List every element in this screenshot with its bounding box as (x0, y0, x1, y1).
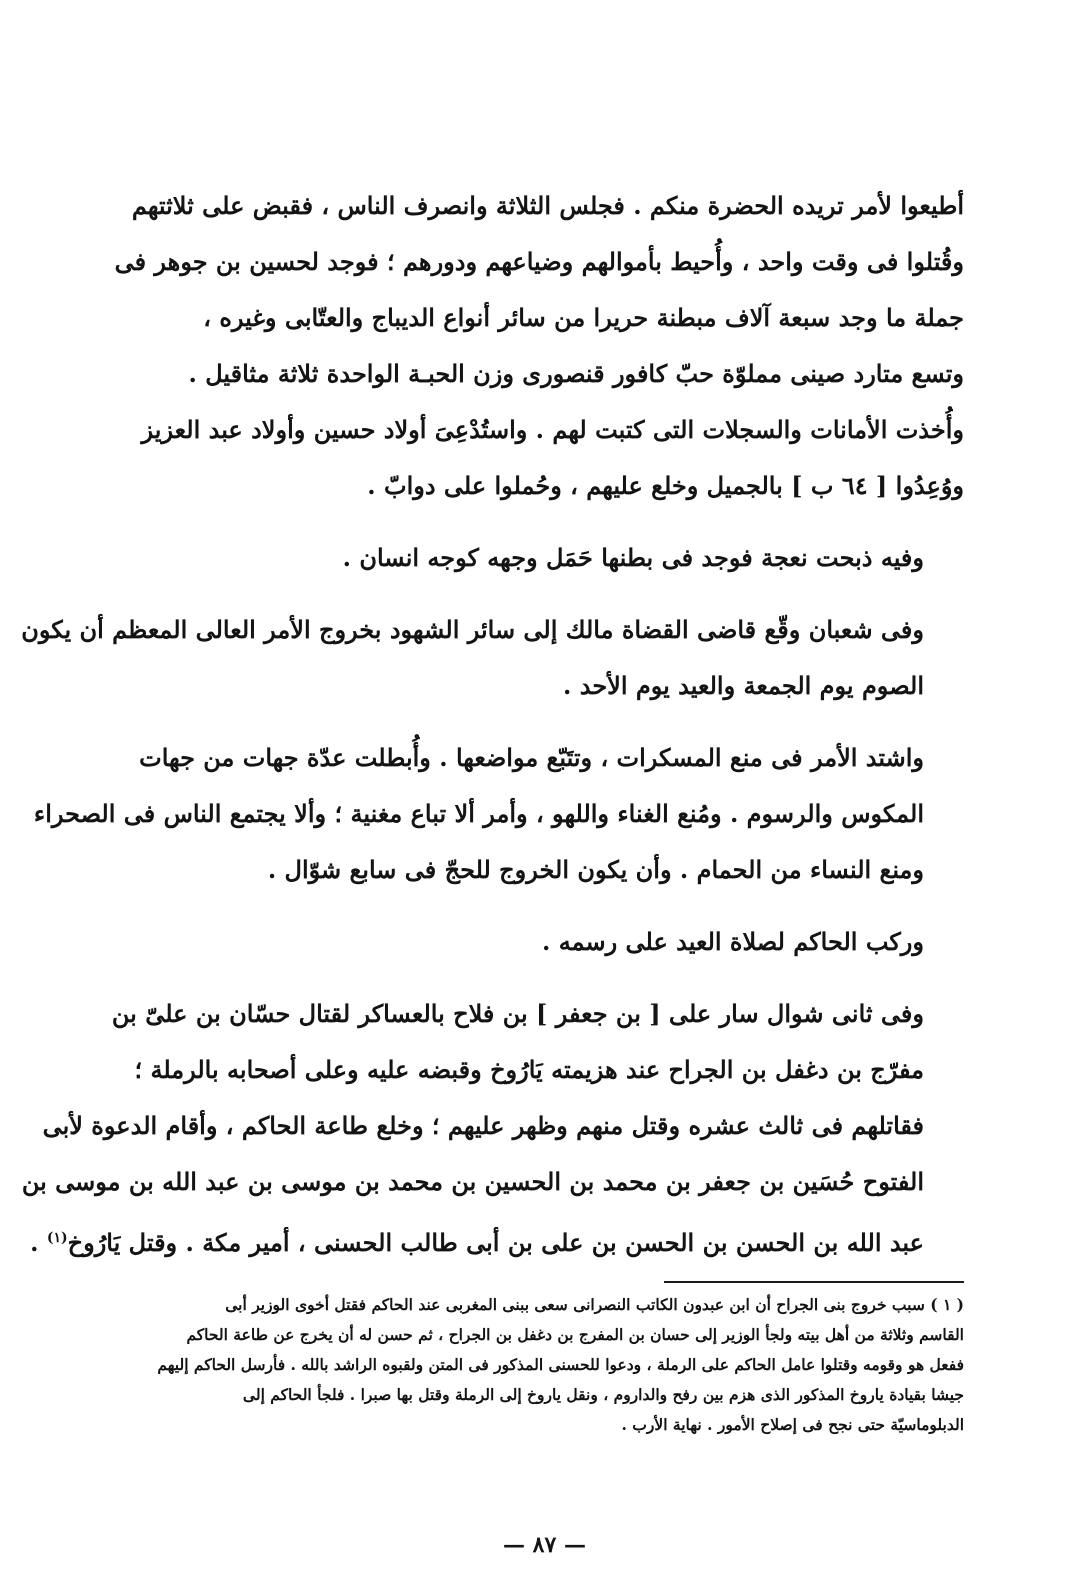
footnote-line: جيشا بقيادة ياروخ المذكور الذى هزم بين رفح والداروم ، ونقل ياروخ إلى الرملة وقتل بها صبرا . فلجأ الحاكم إلى (242, 1385, 964, 1404)
paragraph-eid-prayer (134, 914, 964, 970)
text-line: المكوس والرسوم . ومُنع الغناء واللهو ، وأمر ألا تباع مغنية ؛ وألا يجتمع الناس فى الصحراء (33, 799, 924, 828)
text-segment: . (30, 1228, 47, 1257)
text-line: مفرّج بن دغفل بن الجراح عند هزيمته يَارُوخ وقبضه عليه وعلى أصحابه بالرملة ؛ (134, 1055, 924, 1084)
text-line: وفيه ذبحت نعجة فوجد فى بطنها حَمَل وجهه كوجه انسان . (342, 543, 924, 572)
text-line: ووُعِدُوا [ ٦٤ ب ] بالجميل وخلع عليهم ، وحُملوا على دوابّ . (367, 471, 964, 500)
text-line: أطيعوا لأمر تريده الحضرة منكم . فجلس الثلاثة وانصرف الناس ، فقبض على ثلاثتهم (131, 191, 964, 220)
footnote-ref: (١) (46, 1230, 68, 1246)
text-line: واشتد الأمر فى منع المسكرات ، وتتَبّع مواضعها . وأُبطلت عدّة جهات من جهات (139, 743, 924, 772)
text-segment: عبد الله بن الحسن بن الحسن بن على بن أبى طالب الحسنى ، أمير مكة . وقتل يَارُوخ (67, 1228, 924, 1257)
text-line: وفى ثانى شوال سار على [ بن جعفر ] بن فلاح بالعساكر لقتال حسّان بن علىّ بن (111, 999, 924, 1028)
footnote-line: الدبلوماسيّة حتى نجح فى إصلاح الأمور . نهاية الأرب . (621, 1415, 964, 1434)
paragraph-prohibitions (33, 730, 964, 898)
footnotes (134, 1290, 964, 1440)
footnote-divider (664, 1281, 964, 1283)
text-line: الصوم يوم الجمعة والعيد يوم الأحد . (563, 671, 924, 700)
text-line: جملة ما وجد سبعة آلاف مبطنة حريرا من سائر أنواع الديباج والعتّابى وغيره ، (203, 303, 964, 332)
text-line: وفى شعبان وقّع قاضى القضاة مالك إلى سائر الشهود بخروج الأمر العالى المعظم أن يكون (21, 615, 924, 644)
paragraph-arrests (114, 178, 964, 514)
text-line: الفتوح حُسَين بن جعفر بن محمد بن الحسين بن محمد بن موسى بن عبد الله بن موسى بن (21, 1167, 924, 1196)
text-line: فقاتلهم فى ثالث عشره وقتل منهم وظهر عليهم ؛ وخلع طاعة الحاكم ، وأقام الدعوة لأبى (42, 1111, 924, 1140)
footnote-line: القاسم وثلاثة من أهل بيته ولجأ الوزير إلى حسان بن المفرج بن دغفل بن الجراح ، ثم حسن له أن يخرج عن طاعة الحاكم (186, 1325, 964, 1344)
text-line: وأُخذت الأمانات والسجلات التى كتبت لهم . واستُدْعِىَ أولاد حسين وأولاد عبد العزيز (141, 415, 964, 444)
paragraph-shawwal (21, 986, 964, 1266)
main-text (21, 178, 964, 1282)
text-line: ومنع النساء من الحمام . وأن يكون الخروج للحجّ فى سابع شوّال . (267, 855, 924, 884)
paragraph-ewe (134, 530, 964, 586)
footnote-line: ففعل هو وقومه وقتلوا عامل الحاكم على الرملة ، ودعوا للحسنى المذكور فى المتن ولقبوه الراشد بالله . فأرسل الحاكم إليهم (157, 1355, 964, 1374)
text-line: وتسع متارد صينى مملوّة حبّ كافور قنصورى وزن الحبـة الواحدة ثلاثة مثاقيل . (188, 359, 964, 388)
page-number: — ٨٧ — (503, 1532, 586, 1558)
text-line-last (30, 1210, 924, 1266)
text-line: وقُتلوا فى وقت واحد ، وأُحيط بأموالهم وضياعهم ودورهم ؛ فوجد لحسين بن جوهر فى (114, 247, 964, 276)
text-line: وركب الحاكم لصلاة العيد على رسمه . (542, 927, 924, 956)
footnote-line: ( ١ ) سبب خروج بنى الجراح أن ابن عبدون الكاتب النصرانى سعى ببنى المغربى عند الحاكم فقتل أخوى الوزير أبى (225, 1295, 964, 1314)
paragraph-shaban (21, 602, 964, 714)
